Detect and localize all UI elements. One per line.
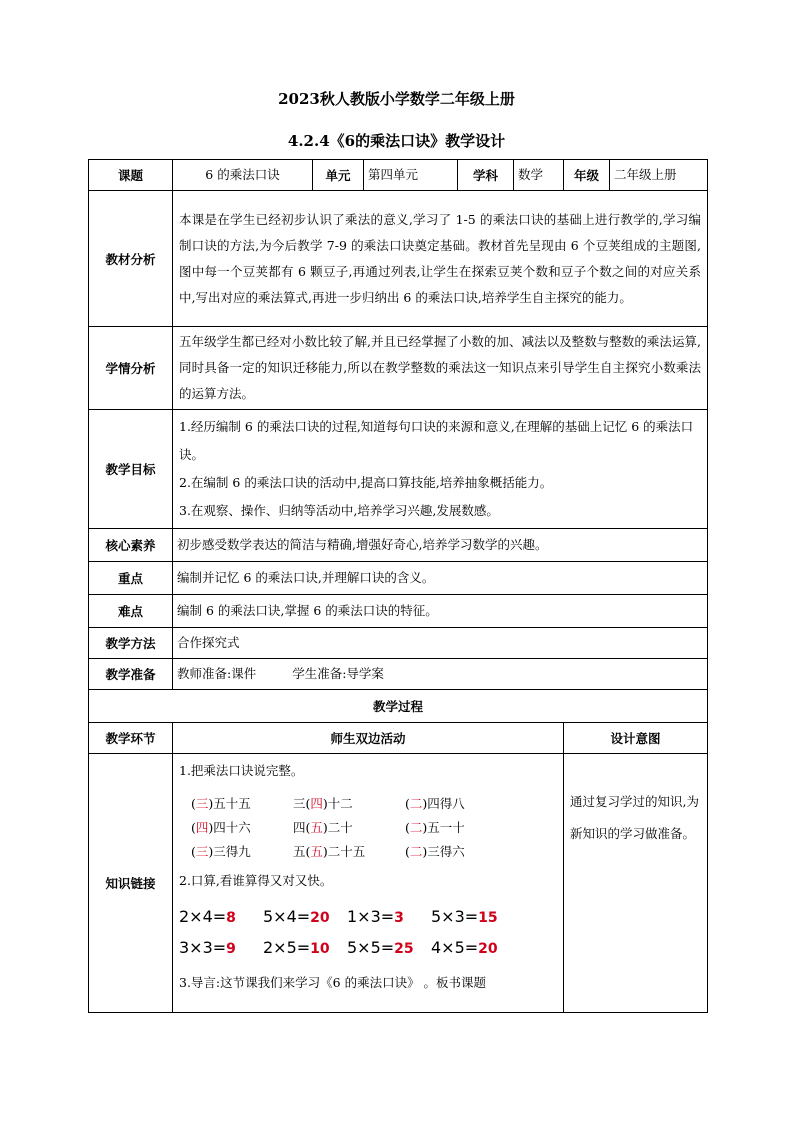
objectives-list — [173, 410, 708, 529]
method-row — [89, 628, 708, 659]
calc-item — [179, 933, 263, 964]
method-label: 教学方法 — [89, 628, 173, 659]
koujue-prefix: ( — [191, 844, 196, 859]
calc-item — [347, 933, 431, 964]
koujue-line — [191, 816, 557, 840]
koujue-exercise — [191, 792, 557, 864]
koujue-prefix: ( — [191, 820, 196, 835]
textbook-analysis-row — [89, 191, 708, 327]
koujue-answer: 五 — [310, 844, 323, 859]
koujue-item — [293, 840, 405, 864]
difficulty-text: 编制 6 的乘法口诀,掌握 6 的乘法口诀的特征。 — [173, 595, 708, 628]
koujue-answer: 四 — [310, 796, 323, 811]
document-title: 2023秋人教版小学数学二年级上册 — [278, 90, 515, 108]
koujue-item — [405, 816, 515, 840]
koujue-answer: 五 — [310, 820, 323, 835]
koujue-prefix: ( — [405, 796, 410, 811]
calc-answer: 3 — [394, 910, 404, 926]
step2-text: 2.口算,看谁算得又对又快。 — [179, 873, 333, 888]
koujue-suffix: )五十五 — [208, 796, 251, 811]
core-literacy-label: 核心素养 — [89, 529, 173, 562]
koujue-suffix: )四十六 — [208, 820, 251, 835]
process-heading-row — [89, 690, 708, 723]
method-text: 合作探究式 — [173, 628, 708, 659]
topic-value: 6 的乘法口诀 — [173, 160, 313, 191]
student-analysis-row — [89, 327, 708, 410]
calc-item — [263, 933, 347, 964]
koujue-suffix: )十二 — [322, 796, 353, 811]
step1-text: 1.把乘法口诀说完整。 — [179, 763, 304, 778]
koujue-suffix: )三得九 — [208, 844, 251, 859]
koujue-answer: 三 — [195, 844, 209, 859]
koujue-item — [293, 792, 405, 816]
koujue-item — [191, 792, 293, 816]
stage-label: 知识链接 — [89, 754, 173, 1013]
calc-question: 5×5= — [347, 938, 395, 957]
calc-answer: 9 — [226, 941, 236, 957]
calc-answer: 25 — [394, 941, 414, 957]
difficulty-label: 难点 — [89, 595, 173, 628]
calc-item — [263, 902, 347, 933]
topic-label: 课题 — [89, 160, 173, 191]
koujue-prefix: 三( — [293, 796, 311, 811]
koujue-item — [191, 840, 293, 864]
calc-question: 5×4= — [263, 907, 311, 926]
core-literacy-row — [89, 529, 708, 562]
teacher-preparation: 教师准备:课件 — [177, 666, 257, 681]
textbook-analysis-text: 本课是在学生已经初步认识了乘法的意义,学习了 1-5 的乘法口诀的基础上进行教学的,学习编制口诀的方法,为今后教学 7-9 的乘法口诀奠定基础。教材首先呈现由 6 个豆荚组成的主题图,图中每一个豆荚都有 6 颗豆子,再通过列表,让学生在探索豆荚个数和豆子个数之间的对应关系中,写出对应的乘法算式,再进一步归纳出 6 的乘法口诀,培养学生自主探究的能力。 — [173, 191, 708, 327]
lesson-title: 4.2.4《6的乘法口诀》教学设计 — [287, 132, 506, 150]
koujue-prefix: ( — [405, 844, 410, 859]
koujue-prefix: ( — [191, 796, 196, 811]
calc-item — [179, 902, 263, 933]
subject-value: 数学 — [514, 160, 564, 191]
calc-item — [431, 933, 515, 964]
calc-question: 5×3= — [431, 907, 479, 926]
objectives-label: 教学目标 — [89, 410, 173, 529]
koujue-suffix: )二十五 — [322, 844, 366, 859]
koujue-line — [191, 840, 557, 864]
koujue-item — [405, 792, 515, 816]
info-row — [89, 160, 708, 191]
calc-question: 4×5= — [431, 938, 479, 957]
calc-question: 2×5= — [263, 938, 311, 957]
difficulty-row — [89, 595, 708, 628]
activity-cell — [173, 754, 564, 1013]
koujue-item — [405, 840, 515, 864]
koujue-prefix: ( — [405, 820, 410, 835]
koujue-answer: 三 — [195, 796, 209, 811]
koujue-item — [293, 816, 405, 840]
activity-column-header: 师生双边活动 — [173, 723, 564, 754]
koujue-answer: 二 — [409, 820, 423, 835]
koujue-prefix: 五( — [293, 844, 311, 859]
subject-label: 学科 — [458, 160, 514, 191]
lesson-plan-table — [88, 159, 708, 1013]
calc-answer: 8 — [226, 910, 236, 926]
preparation-row — [89, 659, 708, 690]
objective-item: 3.在观察、操作、归纳等活动中,培养学习兴趣,发展数感。 — [179, 503, 499, 518]
calc-line — [179, 933, 557, 964]
textbook-analysis-label: 教材分析 — [89, 191, 173, 327]
calc-item — [347, 902, 431, 933]
koujue-answer: 二 — [409, 796, 423, 811]
calc-line — [179, 902, 557, 933]
koujue-suffix: )四得八 — [422, 796, 465, 811]
stage-column-header: 教学环节 — [89, 723, 173, 754]
unit-value: 第四单元 — [364, 160, 458, 191]
student-analysis-label: 学情分析 — [89, 327, 173, 410]
koujue-suffix: )三得六 — [422, 844, 465, 859]
koujue-suffix: )五一十 — [422, 820, 465, 835]
grade-label: 年级 — [564, 160, 610, 191]
objectives-row — [89, 410, 708, 529]
mental-math-exercise — [179, 902, 557, 964]
calc-answer: 10 — [310, 941, 330, 957]
knowledge-link-row — [89, 754, 708, 1013]
koujue-item — [191, 816, 293, 840]
calc-answer: 20 — [310, 910, 330, 926]
unit-label: 单元 — [313, 160, 364, 191]
calc-answer: 15 — [478, 910, 498, 926]
calc-item — [431, 902, 515, 933]
key-point-text: 编制并记忆 6 的乘法口诀,并理解口诀的含义。 — [173, 562, 708, 595]
process-columns-row — [89, 723, 708, 754]
core-literacy-text: 初步感受数学表达的简洁与精确,增强好奇心,培养学习数学的兴趣。 — [173, 529, 708, 562]
key-point-row — [89, 562, 708, 595]
student-analysis-text: 五年级学生都已经对小数比较了解,并且已经掌握了小数的加、减法以及整数与整数的乘法运算,同时具备一定的知识迁移能力,所以在教学整数的乘法这一知识点来引导学生自主探究小数乘法的运算方法。 — [173, 327, 708, 410]
calc-question: 3×3= — [179, 938, 227, 957]
objective-item: 2.在编制 6 的乘法口诀的活动中,提高口算技能,培养抽象概括能力。 — [179, 475, 553, 490]
design-intent-text: 通过复习学过的知识,为新知识的学习做准备。 — [564, 754, 708, 1013]
student-preparation: 学生准备:导学案 — [292, 666, 384, 681]
calc-question: 1×3= — [347, 907, 395, 926]
grade-value: 二年级上册 — [610, 160, 708, 191]
process-heading: 教学过程 — [89, 690, 708, 723]
koujue-answer: 四 — [195, 820, 209, 835]
koujue-answer: 二 — [409, 844, 423, 859]
koujue-line — [191, 792, 557, 816]
objective-item: 1.经历编制 6 的乘法口诀的过程,知道每句口诀的来源和意义,在理解的基础上记忆 6 的乘法口诀。 — [179, 419, 694, 462]
koujue-prefix: 四( — [293, 820, 311, 835]
preparation-text — [173, 659, 708, 690]
koujue-suffix: )二十 — [322, 820, 353, 835]
calc-question: 2×4= — [179, 907, 227, 926]
step3-text: 3.导言:这节课我们来学习《6 的乘法口诀》 。板书课题 — [179, 975, 487, 990]
preparation-label: 教学准备 — [89, 659, 173, 690]
calc-answer: 20 — [478, 941, 498, 957]
design-column-header: 设计意图 — [564, 723, 708, 754]
key-point-label: 重点 — [89, 562, 173, 595]
